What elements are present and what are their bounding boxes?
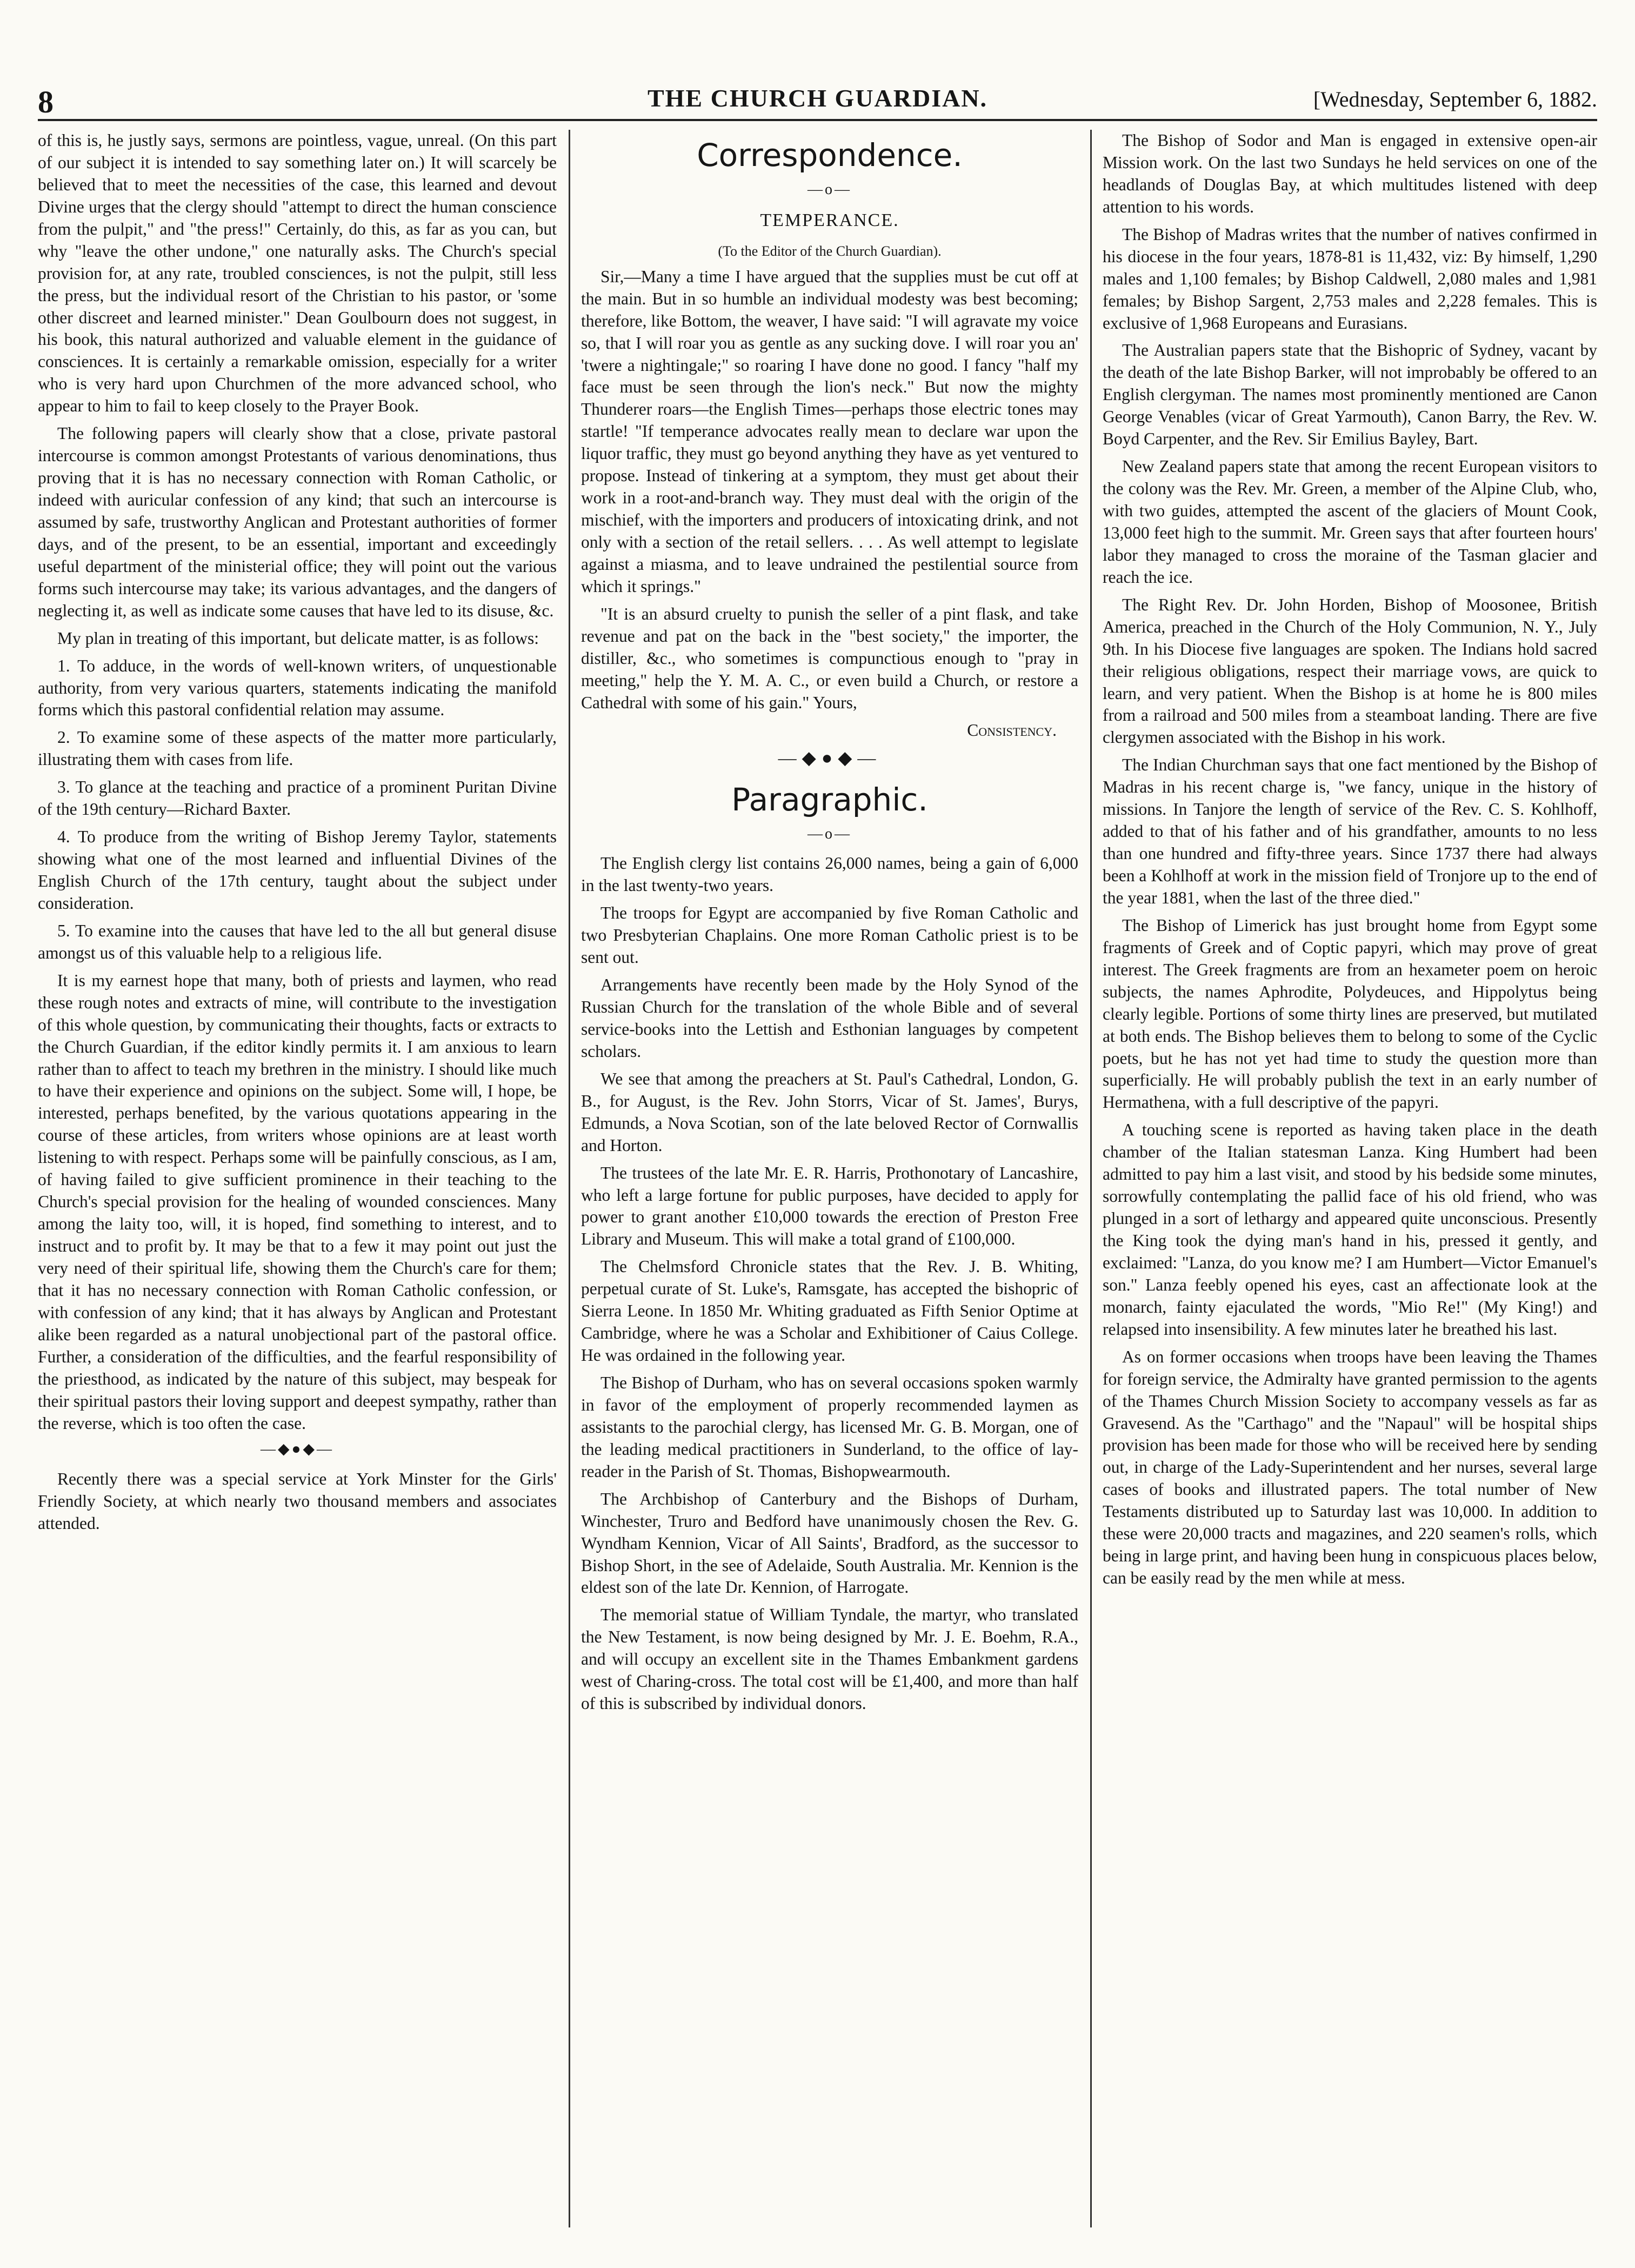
- column-rule: [569, 130, 570, 2227]
- letter-paragraph: Sir,—Many a time I have argued that the supplies must be cut off at the main. But in so humble an individual modesty was best becoming; therefore, like Bottom, the weaver, I have said: "I will agravate my voice so, that I will roar you as gentle as any sucking dove. I will roar you an' 'twere a nightingale;" so roaring I have done no good. I fancy "half my face must be seen through the lion's neck." But now the mighty Thunderer roars—the English Times—perhaps those electric tones may startle! "If temperance advocates really mean to declare war upon the liquor traffic, they must go beyond anything they have as yet ventured to propose. Instead of tinkering at a symptom, they must get about their work in a root-and-branch way. They must deal with the origin of the mischief, with the importers and producers of intoxicating drink, and not only with a section of the retail sellers. . . . As well attempt to legislate against a miasma, and to leave undrained the pestilential source from which it springs.": [581, 267, 1078, 596]
- list-item: 2. To examine some of these aspects of the matter more particularly, illustrating them with cases from life.: [38, 728, 557, 769]
- article-paragraph: It is my earnest hope that many, both of priests and laymen, who read these rough notes and extracts of mine, will contribute to the investigation of this whole question, by communicating their thoughts, facts or extracts to the Church Guardian, if the editor kindly permits it. I am anxious to learn rather than to affect to teach my brethren in the ministry. I should like much to have their experience and opinions on the subject. Some will, I hope, be interested, perhaps benefited, by the various quotations appearing in the course of these articles, from writers whose opinions are at least worth listening to with respect. Perhaps some will be painfully conscious, as I am, of having failed to give sufficient prominence in their teaching to the Church's special provision for the healing of wounded consciences. Many among the laity too, will, it is hoped, find something to interest, and to instruct and to profit by. It may be that to a few it may point out just the very need of their spiritual life, showing them the Church's care for them; that it has no necessary connection with Roman Catholic confession, or with confession of any kind; that it has always by Anglican and Protestant alike been regarded as a natural unobjectional part of the pastoral office. Further, a consideration of the difficulties, and the fearful responsibility of the priesthood, as indicated by the nature of this subject, may bespeak for their spiritual pastors their loving support and deepest sympathy, rather than the reverse, which is too often the case.: [38, 970, 557, 1433]
- list-item: 4. To produce from the writing of Bishop Jeremy Taylor, statements showing what one of the most learned and influential Divines of the English Church of the 17th century, taught about the subject under consideration.: [38, 827, 557, 913]
- news-paragraph: A touching scene is reported as having taken place in the death chamber of the Italian statesman Lanza. King Humbert had been admitted to pay him a last visit, and stood by his bedside some minutes, sorrowfully contemplating the pallid face of his old friend, who was plunged in a sort of lethargy and appeared quite unconscious. Presently the King took the dying man's hand in his, pressed it gently, and exclaimed: "Lanza, do you know me? I am Humbert—Victor Emanuel's son." Lanza feebly opened his eyes, cast an affectionate look at the monarch, fainty ejaculated the words, "Mio Re!" (My King!) and relapsed into insensibility. A few minutes later he breathed his last.: [1103, 1120, 1597, 1339]
- letter-signature: Consistency.: [967, 720, 1057, 740]
- news-paragraph: The Bishop of Limerick has just brought home from Egypt some fragments of Greek and of Coptic papyri, which may prove of great interest. The Greek fragments are from an hexameter poem on heroic subjects, the names Aphrodite, Polydeuces, and Hippolytus being clearly legible. Portions of some thirty lines are preserved, but mutilated at both ends. The Bishop believes them to belong to some of the Cyclic poets, but he has not yet had time to study the question more than superficially. He will probably publish the text in an early number of Hermathena, with a full descriptive of the papyri.: [1103, 915, 1597, 1112]
- column-2: [581, 130, 1078, 2238]
- newspaper-title: THE CHURCH GUARDIAN.: [647, 84, 988, 112]
- news-paragraph: Recently there was a special service at York Minster for the Girls' Friendly Society, at which nearly two thousand members and associates attended.: [38, 1469, 557, 1533]
- news-paragraph: The Chelmsford Chronicle states that the Rev. J. B. Whiting, perpetual curate of St. Luke's, Ramsgate, has accepted the bishopric of Sierra Leone. In 1850 Mr. Whiting graduated as Fifth Senior Optime at Cambridge, where he was a Scholar and Exhibitioner of Caius College. He was ordained in the following year.: [581, 1257, 1078, 1365]
- news-paragraph: The Bishop of Durham, who has on several occasions spoken warmly in favor of the employment of properly recommended laymen as assistants to the parochial clergy, has licensed Mr. G. B. Morgan, one of the leading medical practitioners in Sunderland, to the office of lay-reader in the Parish of St. Thomas, Bishopwearmouth.: [581, 1373, 1078, 1481]
- letter-subheading: TEMPERANCE.: [760, 210, 899, 230]
- news-paragraph: As on former occasions when troops have been leaving the Thames for foreign service, the Admiralty have granted permission to the agents of the Thames Church Mission Society to accompany vessels as far as Gravesend. As the "Carthago" and the "Napaul" will be hospital ships provision has been made for those who will be received here by sending out, in charge of the Lady-Superintendent and her nurses, several large cases of books and illustrated papers. The total number of New Testaments distributed up to Saturday last was 10,000. In addition to these were 20,000 tracts and magazines, and 220 seamen's rolls, which being in large print, and having been hung in conspicuous places below, can be easily read by the men while at mess.: [1103, 1347, 1597, 1588]
- page-header: [38, 81, 1597, 121]
- news-paragraph: The trustees of the late Mr. E. R. Harris, Prothonotary of Lancashire, who left a large fortune for public purposes, have decided to apply for power to grant another £10,000 towards the erection of Preston Free Library and Museum. This will make a total grand of £100,000.: [581, 1163, 1078, 1249]
- news-paragraph: The Right Rev. Dr. John Horden, Bishop of Moosonee, British America, preached in the Church of the Holy Communion, N. Y., July 9th. In his Diocese five languages are spoken. The Indians hold sacred their religious obligations, respect their marriage vows, are quick to learn, and very patient. When the Bishop is at home he is 800 miles from a railroad and 500 miles from a steamboat landing. There are five clergymen associated with the Bishop in his work.: [1103, 595, 1597, 747]
- news-paragraph: The Australian papers state that the Bishopric of Sydney, vacant by the death of the late Bishop Barker, will not improbably be offered to an English clergyman. The names most prominently mentioned are Canon George Venables (vicar of Great Yarmouth), Canon Barry, the Rev. W. Boyd Carpenter, and the Rev. Sir Emilius Bayley, Bart.: [1103, 341, 1597, 449]
- letter-paragraph: "It is an absurd cruelty to punish the seller of a pint flask, and take revenue and pat on the back in the "best society," the importer, the distiller, &c., who sometimes is compunctious enough to "pray in meeting," help the Y. M. A. C., or even build a Church, or restore a Cathedral with some of his gain." Yours,: [581, 604, 1078, 712]
- news-paragraph: The memorial statue of William Tyndale, the martyr, who translated the New Testament, is now being designed by Mr. J. E. Boehm, R.A., and will occupy an excellent site in the Thames Embankment gardens west of Charing-cross. The total cost will be £1,400, and more than half of this is subscribed by individual donors.: [581, 1605, 1078, 1713]
- column-3: [1103, 130, 1597, 2238]
- news-paragraph: Arrangements have recently been made by the Holy Synod of the Russian Church for the translation of the whole Bible and of several service-books into the Lettish and Esthonian languages by competent scholars.: [581, 975, 1078, 1061]
- ornament-divider: —◆●◆—: [778, 748, 882, 769]
- section-heading-paragraphic: Paragraphic.: [731, 781, 928, 818]
- small-ornament: —o—: [808, 826, 852, 843]
- news-paragraph: The Indian Churchman says that one fact mentioned by the Bishop of Madras in his recent charge is, "we fancy, unique in the history of missions. In Tanjore the length of service of the Rev. C. S. Kohlhoff, added to that of his father and of his grandfather, amounts to no less than one hundred and fifty-three years. Since 1737 there had always been a Kohlhoff at work in the mission field of Tronjore up to the end of the year 1881, when the last of the three died.": [1103, 755, 1597, 907]
- list-item: 3. To glance at the teaching and practice of a prominent Puritan Divine of the 19th century—Richard Baxter.: [38, 777, 557, 819]
- list-item: 5. To examine into the causes that have led to the all but general disuse amongst us of this valuable help to a religious life.: [38, 921, 557, 962]
- issue-date: [Wednesday, September 6, 1882.: [1313, 87, 1597, 111]
- news-paragraph: The Archbishop of Canterbury and the Bishops of Durham, Winchester, Truro and Bedford have unanimously chosen the Rev. G. Wyndham Kennion, Vicar of All Saints', Bradford, as the successor to Bishop Short, in the see of Adelaide, South Australia. Mr. Kennion is the eldest son of the late Dr. Kennion, of Harrogate.: [581, 1489, 1078, 1597]
- letter-address: (To the Editor of the Church Guardian).: [718, 243, 942, 259]
- news-paragraph: The Bishop of Madras writes that the number of natives confirmed in his diocese in the four years, 1878-81 is 11,432, viz: By himself, 1,290 males and 1,100 females; by Bishop Caldwell, 2,080 males and 1,981 females; by Bishop Sargent, 2,753 males and 2,228 females. This is exclusive of 1,968 Europeans and Eurasians.: [1103, 224, 1597, 332]
- list-item: 1. To adduce, in the words of well-known writers, of unquestionable authority, from very various quarters, statements indicating the manifold forms which this pastoral confidential relation may assume.: [38, 656, 557, 720]
- article-paragraph: My plan in treating of this important, but delicate matter, is as follows:: [57, 628, 539, 648]
- section-heading-correspondence: Correspondence.: [697, 137, 963, 174]
- article-paragraph: The following papers will clearly show that a close, private pastoral intercourse is common amongst Protestants of various denominations, thus proving that it is has no necessary connection with Roman Catholic, or indeed with auricular confession of any kind; that such an intercourse is assumed by safe, trustworthy Anglican and Protestant authorities of former days, and of the present, to be an essential, important and exceedingly useful department of the ministerial office; they will point out the various forms such intercourse may take; its various advantages, and the dangers of neglecting it, as well as indicate some causes that have led to its disuse, &c.: [38, 424, 557, 620]
- page-number: 8: [38, 84, 54, 119]
- article-paragraph: of this is, he justly says, sermons are pointless, vague, unreal. (On this part of our subject it is intended to say something later on.) It will scarcely be believed that to meet the necessities of the case, this learned and devout Divine urges that the clergy should "attempt to direct the human conscience from the pulpit," and "the press!" Certainly, do this, as far as you can, but why "leave the other undone," one naturally asks. The Church's special provision for, at any rate, troubled consciences, is not the pulpit, still less the press, but the individual resort of the Christian to his pastor, or 'some other discreet and learned minister." Dean Goulbourn does not suggest, in his book, this natural authorized and valuable element in the guidance of consciences. It is certainly a remarkable omission, especially for a writer who is very hard upon Churchmen of the more advanced school, who appear to him to fail to keep closely to the Prayer Book.: [38, 131, 557, 416]
- ornament-divider: —◆●◆—: [261, 1441, 334, 1458]
- news-paragraph: New Zealand papers state that among the recent European visitors to the colony was the Rev. Mr. Green, a member of the Alpine Club, who, with two guides, attempted the ascent of the glaciers of Mount Cook, 13,000 feet high to the summit. Mr. Green says that after fourteen hours' labor they managed to cross the moraine of the Tasman glacier and reach the ice.: [1103, 457, 1597, 587]
- column-1: [38, 130, 557, 2238]
- small-ornament: —o—: [808, 181, 852, 198]
- news-paragraph: The troops for Egypt are accompanied by five Roman Catholic and two Presbyterian Chaplains. One more Roman Catholic priest is to be sent out.: [581, 903, 1078, 967]
- column-rule: [1090, 130, 1092, 2227]
- news-paragraph: The English clergy list contains 26,000 names, being a gain of 6,000 in the last twenty-two years.: [581, 854, 1078, 895]
- news-paragraph: The Bishop of Sodor and Man is engaged in extensive open-air Mission work. On the last two Sundays he held services on one of the headlands of Douglas Bay, at which multitudes listened with deep attention to his words.: [1103, 131, 1597, 216]
- news-paragraph: We see that among the preachers at St. Paul's Cathedral, London, G. B., for August, is the Rev. John Storrs, Vicar of St. James', Burys, Edmunds, a Nova Scotian, son of the late beloved Rector of Cornwallis and Horton.: [581, 1069, 1078, 1155]
